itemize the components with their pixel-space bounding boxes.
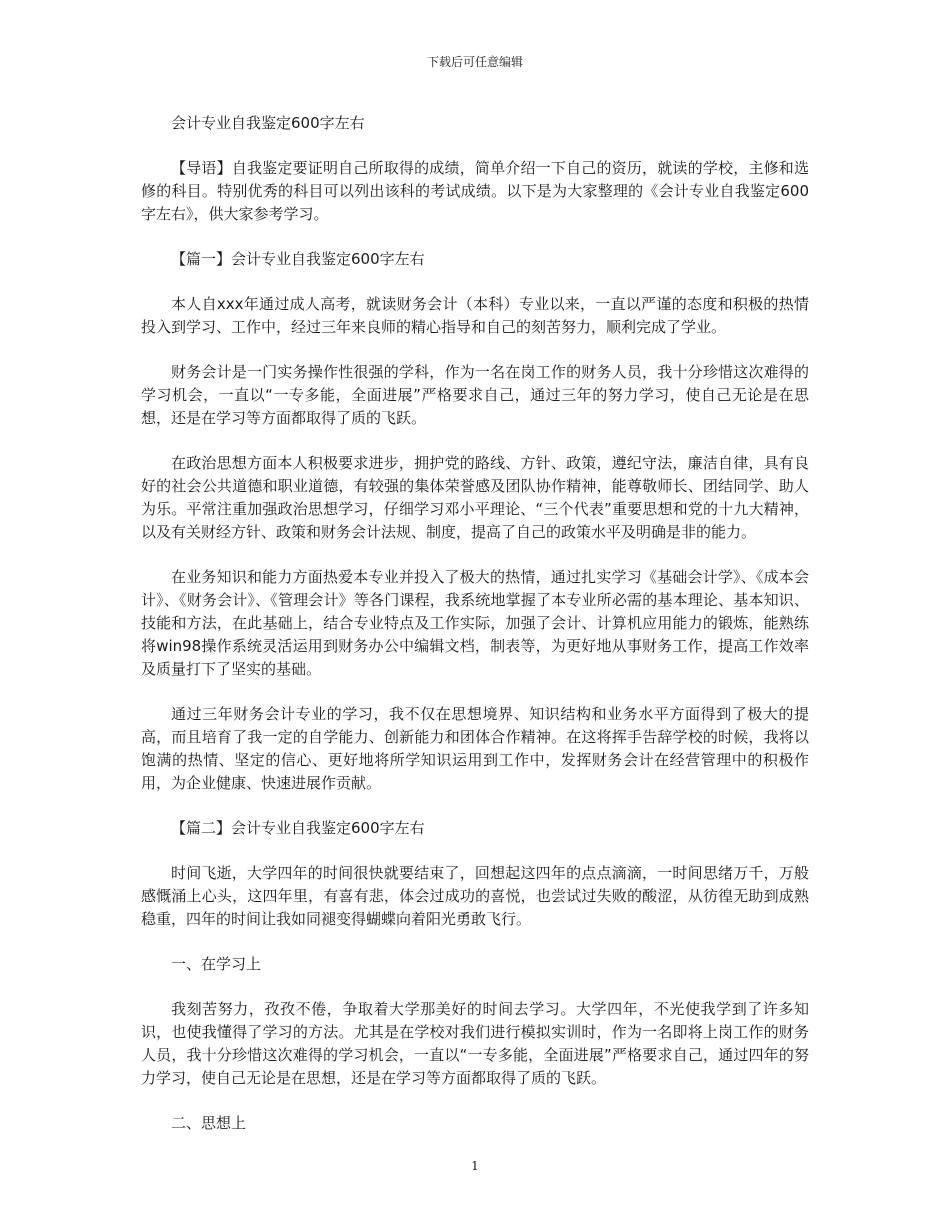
body-paragraph: 通过三年财务会计专业的学习，我不仅在思想境界、知识结构和业务水平方面得到了极大的提高，而且培育了我一定的自学能力、创新能力和团体合作精神。在这将挥手告辞学校的时候，我将以饱满的热情、坚定的信心、更好地将所学知识运用到工作中，发挥财务会计在经营管理中的积极作用，为企业健康、快速进展作贡献。	[141, 705, 809, 792]
body-paragraph: 时间飞逝，大学四年的时间很快就要结束了，回想起这四年的点点滴滴，一时间思绪万千，万般感慨涌上心头，这四年里，有喜有悲，体会过成功的喜悦，也尝试过失败的酸涩，从彷徨无助到成熟稳重，四年的时间让我如同褪变得蝴蝶向着阳光勇敢飞行。	[141, 864, 809, 928]
body-paragraph: 我刻苦努力，孜孜不倦，争取着大学那美好的时间去学习。大学四年，不光使我学到了许多知识，也使我懂得了学习的方法。尤其是在学校对我们进行模拟实训时，作为一名即将上岗工作的财务人员，我十分珍惜这次难得的学习机会，一直以“一专多能，全面进展”严格要求自己，通过四年的努力学习，使自己无论是在思想，还是在学习等方面都取得了质的飞跃。	[141, 1000, 809, 1087]
body-paragraph: 在政治思想方面本人积极要求进步，拥护党的路线、方针、政策，遵纪守法，廉洁自律，具有良好的社会公共道德和职业道德，有较强的集体荣誉感及团队协作精神，能尊敬师长、团结同学、助人为乐。平常注重加强政治思想学习，仔细学习邓小平理论、“三个代表”重要思想和党的十九大精神，以及有关财经方针、政策和财务会计法规、制度，提高了自己的政策水平及明确是非的能力。	[141, 454, 809, 541]
page-header: 下载后可任意编辑	[426, 55, 523, 69]
section-heading-part-two: 【篇二】会计专业自我鉴定600字左右	[171, 819, 425, 837]
document-title: 会计专业自我鉴定600字左右	[171, 114, 365, 132]
body-paragraph: 财务会计是一门实务操作性很强的学科，作为一名在岗工作的财务人员，我十分珍惜这次难得的学习机会，一直以“一专多能，全面进展”严格要求自己，通过三年的努力学习，使自己无论是在思想，还是在学习等方面都取得了质的飞跃。	[141, 363, 809, 427]
subheading-thought: 二、思想上	[171, 1114, 247, 1132]
body-paragraph: 在业务知识和能力方面热爱本专业并投入了极大的热情，通过扎实学习《基础会计学》、《成本会计》、《财务会计》、《管理会计》等各门课程，我系统地掌握了本专业所必需的基本理论、基本知识、技能和方法，在此基础上，结合专业特点及工作实际，加强了会计、计算机应用能力的锻炼，能熟练将win98操作系统灵活运用到财务办公中编辑文档，制表等，为更好地从事财务工作，提高工作效率及质量打下了坚实的基础。	[141, 568, 809, 678]
page-number: 1	[471, 1159, 479, 1173]
document-body	[141, 112, 809, 1157]
intro-paragraph: 【导语】自我鉴定要证明自己所取得的成绩，简单介绍一下自己的资历，就读的学校，主修和选修的科目。特别优秀的科目可以列出该科的考试成绩。以下是为大家整理的《会计专业自我鉴定600字左右》，供大家参考学习。	[141, 159, 809, 223]
section-heading-part-one: 【篇一】会计专业自我鉴定600字左右	[171, 250, 425, 268]
subheading-study: 一、在学习上	[171, 955, 262, 973]
body-paragraph: 本人自xxx年通过成人高考，就读财务会计（本科）专业以来，一直以严谨的态度和积极的热情投入到学习、工作中，经过三年来良师的精心指导和自己的刻苦努力，顺利完成了学业。	[141, 295, 809, 336]
